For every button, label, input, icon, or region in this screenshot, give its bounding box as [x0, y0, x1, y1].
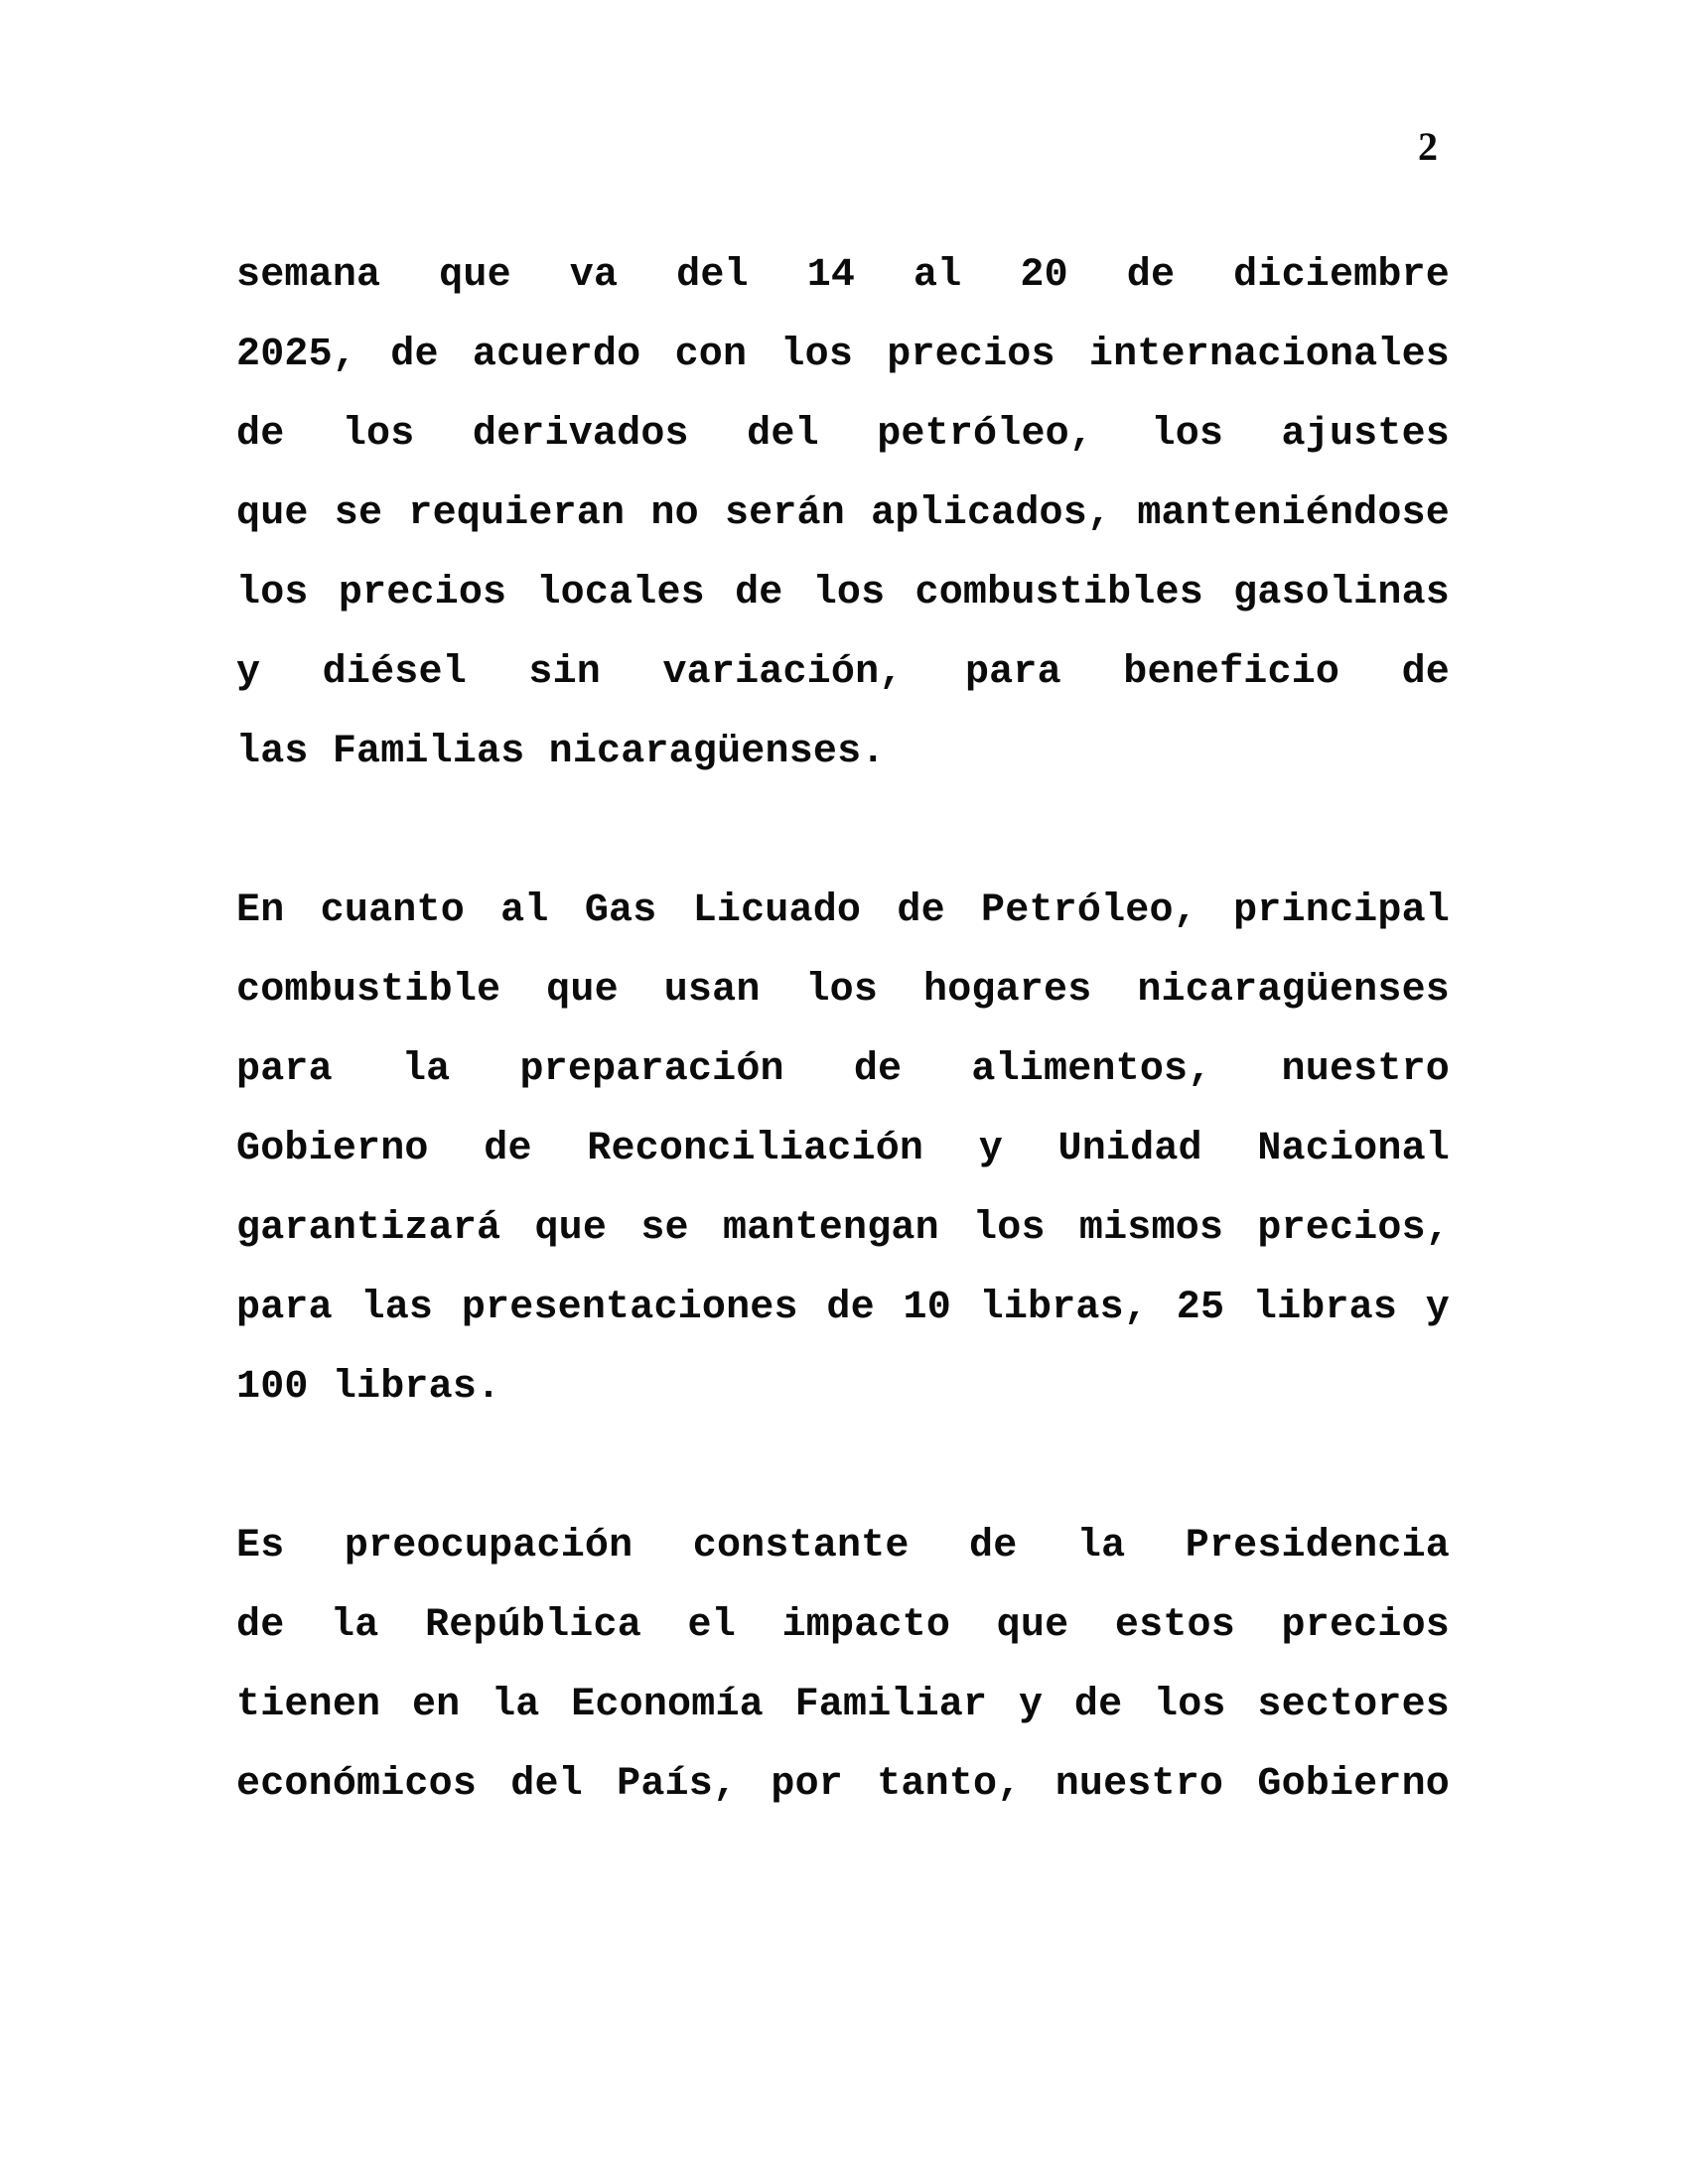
text-line: combustible que usan los hogares nicaragüenses: [236, 968, 1450, 1013]
text-line: los precios locales de los combustibles gasolinas: [236, 571, 1450, 615]
text-line: para la preparación de alimentos, nuestro: [236, 1047, 1450, 1092]
paragraph-2: [236, 872, 1450, 1428]
text-line: garantizará que se mantengan los mismos precios,: [236, 1206, 1450, 1251]
paragraph-1: [236, 236, 1450, 792]
page-number: 2: [1418, 124, 1438, 169]
paragraph-3: [236, 1507, 1450, 1825]
text-line: y diésel sin variación, para beneficio de: [236, 650, 1450, 695]
text-line: Es preocupación constante de la Presidencia: [236, 1524, 1450, 1569]
text-line: 2025, de acuerdo con los precios internacionales: [236, 333, 1450, 377]
document-body: [236, 236, 1450, 1825]
text-line: de los derivados del petróleo, los ajustes: [236, 412, 1450, 457]
text-line: Gobierno de Reconciliación y Unidad Nacional: [236, 1127, 1450, 1171]
text-line: de la República el impacto que estos precios: [236, 1603, 1450, 1648]
text-line: las Familias nicaragüenses.: [236, 730, 886, 774]
text-line: semana que va del 14 al 20 de diciembre: [236, 253, 1450, 298]
text-line: En cuanto al Gas Licuado de Petróleo, principal: [236, 888, 1450, 933]
text-line: 100 libras.: [236, 1365, 501, 1410]
text-line: que se requieran no serán aplicados, manteniéndose: [236, 491, 1450, 536]
text-line: tienen en la Economía Familiar y de los sectores: [236, 1683, 1450, 1727]
text-line: para las presentaciones de 10 libras, 25 libras y: [236, 1286, 1450, 1330]
text-line: económicos del País, por tanto, nuestro Gobierno: [236, 1762, 1450, 1807]
